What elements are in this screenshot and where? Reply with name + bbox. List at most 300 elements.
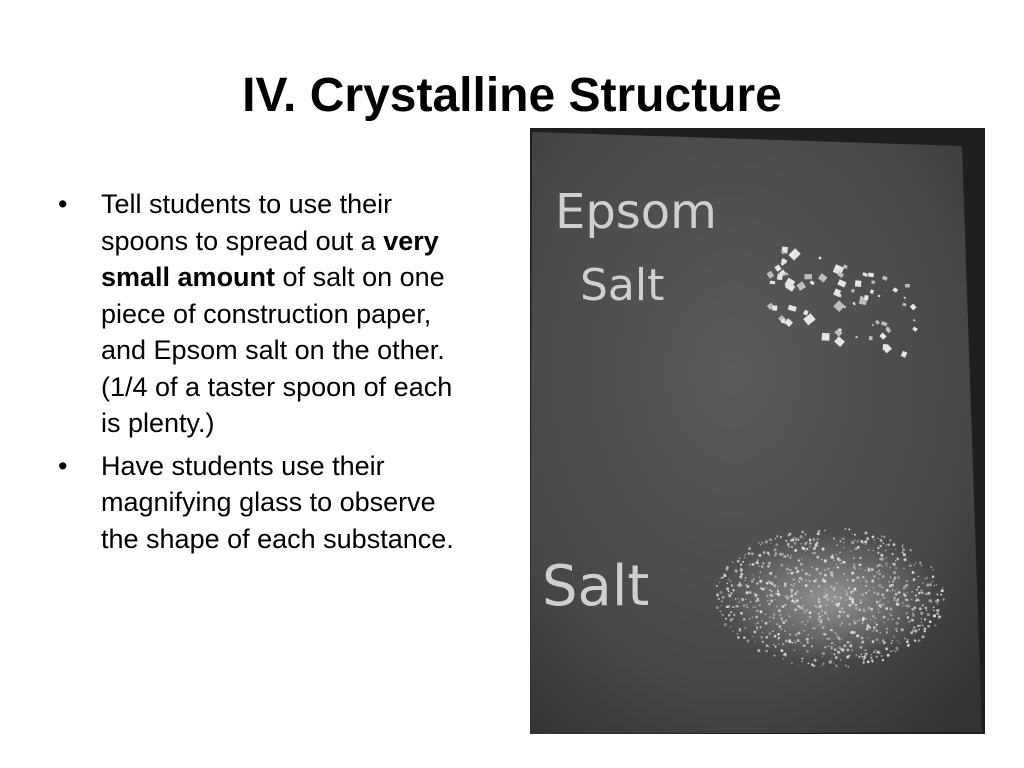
salt-grain	[907, 639, 909, 641]
salt-grain	[861, 540, 864, 543]
salt-grain	[922, 582, 924, 584]
salt-grain	[922, 625, 924, 627]
salt-grain	[895, 560, 896, 561]
salt-grain	[929, 620, 932, 623]
salt-grain	[891, 642, 893, 644]
salt-grain	[795, 567, 798, 570]
salt-grain	[846, 655, 849, 658]
salt-grain	[894, 590, 895, 591]
salt-grain	[862, 576, 864, 578]
salt-grain	[812, 627, 814, 629]
salt-grain	[801, 657, 803, 659]
salt-grain	[779, 614, 781, 616]
salt-grain	[808, 574, 810, 576]
salt-grain	[854, 568, 856, 570]
salt-grain	[861, 637, 864, 640]
salt-grain	[831, 646, 834, 649]
salt-grain	[805, 584, 808, 587]
salt-grain	[792, 597, 793, 598]
salt-grain	[889, 607, 892, 610]
salt-grain	[917, 625, 919, 627]
salt-grain	[937, 603, 939, 605]
salt-grain	[801, 660, 803, 662]
salt-grain	[847, 666, 849, 668]
salt-grain	[769, 621, 771, 623]
salt-grain	[777, 633, 780, 636]
salt-grain	[926, 610, 928, 612]
salt-grain	[867, 549, 869, 551]
salt-grain	[780, 536, 782, 538]
salt-grain	[758, 604, 761, 607]
salt-grain	[913, 626, 916, 629]
salt-grain	[921, 565, 923, 567]
salt-grain	[789, 633, 791, 635]
salt-grain	[934, 624, 936, 626]
salt-grain	[737, 584, 740, 587]
salt-grain	[782, 553, 784, 555]
salt-grain	[766, 644, 769, 647]
salt-grain	[866, 625, 869, 628]
salt-grain	[796, 571, 798, 573]
salt-grain	[737, 636, 739, 638]
salt-grain	[744, 627, 746, 629]
salt-grain	[919, 562, 921, 564]
salt-grain	[736, 571, 737, 572]
salt-grain	[749, 591, 752, 594]
salt-grain	[837, 557, 840, 560]
salt-grain	[883, 536, 886, 539]
salt-grain	[802, 605, 803, 606]
salt-grain	[804, 547, 806, 549]
salt-grain	[834, 596, 836, 598]
salt-grain	[794, 650, 795, 651]
epsom-crystal	[855, 336, 857, 338]
salt-grain	[733, 614, 735, 616]
salt-grain	[829, 660, 832, 663]
salt-grain	[813, 547, 816, 550]
salt-grain	[906, 580, 908, 582]
salt-grain	[857, 540, 858, 541]
salt-grain	[854, 540, 856, 542]
salt-grain	[768, 646, 769, 647]
salt-grain	[865, 579, 866, 580]
salt-grain	[871, 654, 872, 655]
salt-grain	[745, 599, 746, 600]
salt-grain	[865, 581, 867, 583]
salt-grain	[818, 605, 821, 608]
salt-grain	[765, 614, 766, 615]
salt-grain	[918, 639, 921, 642]
salt-grain	[815, 543, 818, 546]
salt-grain	[841, 538, 843, 540]
salt-grain	[867, 660, 870, 663]
bullet-item-1	[58, 186, 478, 442]
salt-grain	[732, 606, 734, 608]
salt-grain	[882, 575, 884, 577]
salt-grain	[886, 589, 889, 592]
salt-grain	[882, 603, 885, 606]
chalk-label-epsom: Epsom	[555, 184, 717, 240]
salt-grain	[851, 649, 853, 651]
salt-grain	[873, 587, 875, 589]
salt-grain	[911, 591, 913, 593]
salt-grain	[914, 639, 916, 641]
salt-grain	[882, 639, 884, 641]
salt-grain	[815, 568, 818, 571]
salt-grain	[789, 589, 790, 590]
salt-grain	[817, 532, 820, 535]
salt-grain	[788, 546, 790, 548]
salt-grain	[787, 598, 789, 600]
salt-grain	[883, 543, 885, 545]
salt-grain	[789, 557, 791, 559]
chalk-label-salt-bottom: Salt	[542, 554, 650, 619]
salt-grain	[836, 650, 837, 651]
salt-grain	[833, 538, 835, 540]
salt-grain	[918, 592, 921, 595]
salt-grain	[895, 628, 898, 631]
salt-grain	[824, 633, 826, 635]
salt-grain	[908, 644, 910, 646]
salt-grain	[848, 623, 851, 626]
salt-grain	[906, 599, 909, 602]
slide-title: IV. Crystalline Structure	[242, 69, 782, 122]
salt-grain	[790, 584, 792, 586]
salt-grain	[778, 594, 781, 597]
salt-grain	[726, 587, 729, 590]
salt-grain	[879, 573, 882, 576]
salt-grain	[766, 595, 768, 597]
salt-grain	[875, 629, 878, 632]
salt-grain	[841, 587, 842, 588]
bullet-dot-icon: •	[58, 189, 68, 219]
salt-grain	[915, 600, 917, 602]
salt-grain	[936, 584, 938, 586]
epsom-crystal	[864, 295, 869, 300]
salt-grain	[809, 580, 811, 582]
salt-grain	[918, 599, 920, 601]
salt-grain	[806, 548, 808, 550]
salt-grain	[828, 638, 830, 640]
salt-grain	[863, 608, 865, 610]
salt-grain	[867, 637, 869, 639]
salt-grain	[877, 537, 879, 539]
salt-grain	[840, 624, 842, 626]
salt-grain	[891, 584, 893, 586]
salt-grain	[873, 626, 876, 629]
salt-grain	[912, 608, 914, 610]
salt-grain	[799, 606, 802, 609]
salt-grain	[756, 598, 758, 600]
salt-grain	[931, 602, 933, 604]
salt-grain	[838, 615, 841, 618]
salt-grain	[801, 558, 802, 559]
salt-grain	[865, 653, 868, 656]
salt-grain	[827, 598, 829, 600]
salt-grain	[864, 650, 866, 652]
salt-grain	[740, 564, 742, 566]
salt-grain	[851, 598, 854, 601]
salt-grain	[918, 629, 920, 631]
salt-grain	[793, 579, 795, 581]
salt-grain	[835, 632, 837, 634]
salt-grain	[769, 581, 771, 583]
salt-grain	[805, 624, 806, 625]
salt-grain	[833, 653, 835, 655]
salt-grain	[722, 596, 725, 599]
salt-grain	[936, 610, 937, 611]
salt-grain	[843, 542, 844, 543]
salt-grain	[793, 585, 795, 587]
salt-grain	[875, 618, 876, 619]
salt-grain	[876, 564, 879, 567]
salt-grain	[800, 642, 802, 644]
salt-grain	[847, 641, 849, 643]
salt-grain	[837, 636, 840, 639]
salt-grain	[799, 581, 801, 583]
salt-grain	[903, 558, 906, 561]
salt-grain	[885, 607, 888, 610]
salt-grain	[721, 600, 723, 602]
salt-grain	[735, 598, 737, 600]
salt-grain	[929, 583, 932, 586]
salt-grain	[916, 589, 918, 591]
salt-grain	[783, 658, 785, 660]
salt-grain	[806, 542, 807, 543]
salt-grain	[853, 558, 855, 560]
salt-grain	[815, 628, 816, 629]
salt-grain	[813, 552, 815, 554]
salt-grain	[862, 656, 864, 658]
salt-grain	[795, 633, 798, 636]
bullet-item-2	[58, 448, 478, 558]
salt-grain	[765, 650, 768, 653]
salt-grain	[806, 610, 807, 611]
salt-grain	[872, 630, 874, 632]
salt-grain	[754, 595, 756, 597]
salt-grain	[914, 630, 917, 633]
epsom-crystal	[905, 284, 910, 288]
salt-grain	[927, 592, 930, 595]
salt-grain	[729, 595, 731, 597]
salt-grain	[879, 642, 880, 643]
salt-grain	[912, 619, 914, 621]
salt-grain	[814, 605, 816, 607]
salt-grain	[804, 645, 806, 647]
salt-grain	[804, 609, 805, 610]
salt-grain	[767, 553, 769, 555]
salt-grain	[933, 606, 935, 608]
salt-grain	[752, 563, 755, 566]
salt-grain	[732, 589, 734, 591]
salt-grain	[855, 607, 858, 610]
salt-grain	[921, 592, 923, 594]
salt-grain	[879, 570, 880, 571]
bullet-text-1b: of salt on one piece of construction paper, and Epsom salt on the other. (1/4 of a taster spoon of each is plenty.)	[101, 262, 453, 438]
salt-grain	[785, 620, 787, 622]
salt-grain	[893, 543, 896, 546]
salt-grain	[836, 636, 837, 637]
salt-grain	[760, 544, 761, 545]
salt-grain	[922, 604, 924, 606]
salt-grain	[807, 634, 809, 636]
salt-grain	[774, 575, 777, 578]
salt-grain	[845, 664, 847, 666]
salt-grain	[852, 602, 854, 604]
chalk-label-salt-top: Salt	[580, 260, 665, 311]
salt-grain	[938, 615, 941, 618]
salt-grain	[862, 641, 864, 643]
salt-grain	[833, 560, 834, 561]
salt-grain	[731, 584, 734, 587]
salt-grain	[805, 550, 807, 552]
salt-grain	[792, 624, 794, 626]
salt-grain	[895, 549, 896, 550]
salt-grain	[788, 640, 791, 643]
salt-grain	[760, 587, 762, 589]
salt-grain	[841, 638, 843, 640]
salt-grain	[820, 619, 822, 621]
salt-grain	[797, 632, 800, 635]
salt-grain	[743, 636, 746, 639]
salt-grain	[773, 595, 774, 596]
salt-grain	[873, 550, 874, 551]
salt-grain	[744, 557, 746, 559]
salt-grain	[770, 599, 773, 602]
salt-grain	[791, 662, 793, 664]
salt-grain	[850, 632, 853, 635]
salt-grain	[899, 642, 901, 644]
salt-grain	[803, 538, 804, 539]
salt-grain	[821, 559, 823, 561]
salt-grain	[737, 560, 740, 563]
salt-grain	[860, 580, 861, 581]
salt-grain	[881, 586, 883, 588]
salt-grain	[902, 546, 904, 548]
salt-grain	[768, 562, 771, 565]
salt-grain	[719, 582, 720, 583]
salt-grain	[752, 574, 753, 575]
salt-grain	[818, 612, 821, 615]
salt-grain	[934, 585, 935, 586]
salt-grain	[868, 607, 871, 610]
salt-grain	[751, 580, 754, 583]
salt-grain	[830, 556, 833, 559]
salt-grain	[773, 584, 776, 587]
salt-grain	[801, 621, 803, 623]
salt-grain	[772, 617, 775, 620]
salt-grain	[868, 590, 869, 591]
salt-grain	[759, 580, 762, 583]
salt-grain	[793, 542, 796, 545]
salt-grain	[853, 631, 856, 634]
salt-grain	[910, 631, 913, 634]
salt-grain	[824, 559, 827, 562]
salt-grain	[807, 620, 809, 622]
salt-grain	[876, 638, 879, 641]
salt-grain	[782, 654, 783, 655]
salt-grain	[728, 590, 730, 592]
salt-grain	[920, 612, 923, 615]
salt-grain	[902, 588, 904, 590]
salt-grain	[936, 593, 938, 595]
salt-grain	[865, 543, 867, 545]
salt-grain	[858, 564, 860, 566]
salt-grain	[837, 651, 840, 654]
salt-grain	[892, 553, 894, 555]
salt-grain	[870, 619, 871, 620]
salt-grain	[762, 641, 764, 643]
salt-grain	[856, 634, 859, 637]
salt-grain	[822, 548, 824, 550]
salt-grain	[854, 534, 856, 536]
salt-grain	[894, 576, 897, 579]
salt-grain	[895, 567, 897, 569]
salt-grain	[881, 655, 883, 657]
salt-grain	[918, 576, 920, 578]
salt-grain	[752, 607, 754, 609]
salt-grain	[797, 639, 800, 642]
salt-grain	[898, 617, 900, 619]
salt-grain	[860, 599, 861, 600]
salt-grain	[739, 601, 741, 603]
salt-grain	[902, 605, 903, 606]
salt-grain	[729, 580, 731, 582]
photo-salt-crystals	[530, 128, 985, 734]
salt-grain	[748, 547, 751, 550]
salt-grain	[757, 649, 760, 652]
salt-grain	[755, 616, 758, 619]
salt-grain	[843, 611, 845, 613]
salt-grain	[937, 599, 939, 601]
salt-grain	[775, 538, 777, 540]
salt-grain	[929, 599, 932, 602]
salt-grain	[756, 582, 758, 584]
salt-grain	[841, 563, 842, 564]
salt-grain	[828, 646, 829, 647]
salt-grain	[848, 604, 851, 607]
salt-grain	[941, 589, 944, 592]
salt-grain	[774, 645, 776, 647]
salt-grain	[889, 539, 891, 541]
salt-grain	[716, 593, 719, 596]
salt-grain	[760, 636, 763, 639]
salt-grain	[809, 616, 812, 619]
salt-grain	[890, 576, 892, 578]
salt-grain	[793, 640, 794, 641]
salt-grain	[761, 565, 764, 568]
salt-grain	[875, 650, 876, 651]
salt-grain	[756, 610, 759, 613]
salt-grain	[911, 599, 913, 601]
salt-grain	[864, 540, 867, 543]
salt-grain	[769, 589, 771, 591]
salt-grain	[863, 656, 866, 659]
salt-grain	[896, 630, 898, 632]
salt-grain	[795, 538, 798, 541]
salt-grain	[785, 639, 788, 642]
salt-grain	[880, 599, 881, 600]
salt-grain	[804, 543, 806, 545]
salt-grain	[798, 579, 799, 580]
salt-grain	[760, 610, 763, 613]
salt-grain	[821, 656, 822, 657]
salt-grain	[819, 624, 821, 626]
salt-grain	[903, 553, 906, 556]
salt-grain	[774, 655, 776, 657]
salt-grain	[837, 582, 838, 583]
salt-grain	[718, 598, 720, 600]
